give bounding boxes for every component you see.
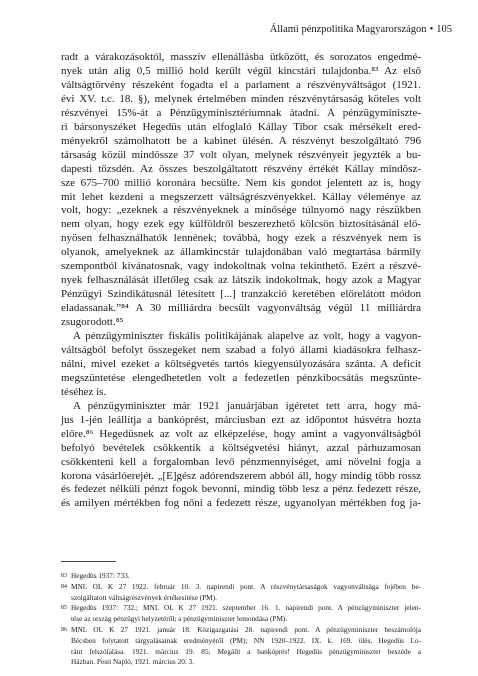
- body-line: radt a várakozásoktól, masszív ellenállásba ütközött, és sorozatos engedmé-: [61, 51, 421, 63]
- body-line: A pénzügyminiszter fiskális politikájának alapelve az volt, hogy a vagyon-: [73, 330, 421, 342]
- body-line: A pénzügyminiszter már 1921 januárjában ígéretet tett arra, hogy má-: [73, 399, 421, 412]
- footnote-line: MNL OL K 27 1921. január 18. Közigazgatási 28. napirendi pont. A pénzügyminiszter beszámolója: [71, 625, 421, 634]
- running-header: [60, 24, 452, 38]
- header-separator: •: [429, 24, 434, 35]
- footnote-line: ránt felszólalása. 1921. március 19. 85; Megállt a bankóprés! Hegedüs pénzügyminiszter beszéde a: [71, 646, 421, 656]
- footnote-line: Hegedüs 1937: 733.: [71, 571, 130, 580]
- body-line: sze 675–700 millió koronára becsülte. Nem kis gondot jelentett az is, hogy: [61, 176, 421, 189]
- body-line: előre.⁸⁶ Hegedüsnek az volt az elképzelése, hogy amint a vagyonváltságból: [61, 427, 421, 440]
- body-line: téséhez is.: [61, 385, 107, 398]
- body-line: nyek felhasználását illetőleg csak az látszik indokoltnak, hogy azok a Magyar: [61, 274, 421, 287]
- body-line: korona vásárlóerejét. „[E]gész adórendszerem abból áll, hogy mindig több rossz: [61, 469, 421, 482]
- body-line: befolyó bevételek csökkentik a költségvetési hiányt, azzal párhuzamosan: [61, 441, 421, 454]
- body-line: nem olyan, hogy ezek egy külföldről beszerezhető kölcsön biztosításánál elő-: [61, 218, 421, 231]
- footnote-number: 86: [61, 627, 67, 633]
- body-line: szempontból kívánatosnak, vagy indokoltnak volna tekinthető. Ezért a részvé-: [61, 260, 421, 273]
- footnote-line: Házban. Pesti Napló, 1921. március 20. 3.: [71, 657, 195, 667]
- body-line: ményekről számolhatott be a kabinet ülésén. A részvényt beszolgáltató 796: [61, 134, 421, 147]
- body-line: volt, hogy: „ezeknek a részvényeknek a minősége túlnyomó nagy részükben: [61, 204, 421, 217]
- body-line: csökkenteni kell a forgalomban levő pénzmennyiséget, ami növelni fogja a: [61, 455, 421, 468]
- footnote-line: MNL OL K 27 1922. február 10. 3. napirendi pont. A részvénytársaságok vagyonváltsága fejében be-: [71, 581, 421, 591]
- body-line: és amilyen mértékben fog nőni a fedezett része, ugyanolyan mértékben fog ja-: [61, 497, 421, 510]
- running-title: Állami pénzpolitika Magyarországon: [269, 24, 427, 35]
- body-line: Pénzügyi Szindikátusnál létesített [...] tranzakció keretében előrelátott módon: [61, 288, 421, 301]
- page-number: 105: [436, 24, 452, 35]
- body-line: ri bársonyszéket Hegedüs után elfoglaló Kállay Tibor csak mérsékelt ered-: [61, 120, 421, 133]
- body-line: évi XV. t.c. 18. §), melynek értelmében minden részvénytársaság köteles volt: [61, 92, 421, 105]
- body-line: olyanok, amelyeknek az államkincstár tulajdonában való megtartása bármily: [61, 246, 421, 259]
- footnote-line: tése az ország pénzügyi helyzetéről; a pénzügyminiszter lemondása (PM).: [71, 614, 288, 624]
- body-line: társaság közül mindössze 37 volt olyan, melynek részvényeit jegyzték a bu-: [61, 148, 421, 161]
- body-line: eladassanak.”⁸⁴ A 30 milliárdra becsült vagyonváltság végül 11 milliárdra: [61, 302, 421, 315]
- body-line: mit lehet kezdeni a megszerzett váltságrészvényekkel. Kállay véleménye az: [61, 190, 421, 203]
- body-line: váltságból befolyt összegeket nem szabad a folyó állami kiadásokra felhasz-: [61, 343, 421, 356]
- body-line: nyösen felhasználhatók lennének; továbbá, hogy ezek a részvények nem is: [61, 232, 421, 245]
- body-line: nyek után alig 0,5 millió hold került végül kincstári tulajdonba.⁸³ Az első: [61, 64, 421, 77]
- body-line: váltságtörvény részeként fogadta el a parlament a részvényváltságot (1921.: [61, 78, 421, 91]
- footnote-line: szolgáltatott váltságrészvények értékesítése (PM).: [71, 592, 217, 602]
- body-line: jus 1-jén leállítja a bankóprést, márciusban ezt az időpontot húsvétra hozta: [61, 413, 421, 426]
- footnote-rule: [61, 561, 116, 562]
- body-line: megszüntetése elengedhetetlen volt a fedezetlen pénzkibocsátás megszünte-: [61, 371, 421, 384]
- footnote-line: Hegedüs 1937: 732.; MNL OL K 27 1921. szeptember 16. 1. napirendi pont. A pénzügyminiszter jelen-: [71, 603, 421, 613]
- body-line: zsugorodott.⁸⁵: [61, 316, 124, 329]
- footnote-number: 84: [61, 583, 67, 590]
- body-line: nálni, mivel ezeket a költségvetés tartós kiegyensúlyozására szánta. A deficit: [61, 357, 421, 370]
- body-line: részvényei 15%-át a Pénzügyminisztériumnak átadni. A pénzügyminiszte-: [61, 106, 421, 119]
- footnote-number: 85: [61, 605, 67, 612]
- body-line: dapesti tőzsdén. Az összes beszolgáltatott részvény értékét Kállay mindösz-: [61, 162, 421, 175]
- body-line: és fedezet nélküli pénzt fogok bevonni, mindig több lesz a pénz fedezett része,: [61, 483, 421, 496]
- footnote-number: 83: [61, 573, 67, 579]
- footnote-line: Bécsben folytatott tárgyalásainak eredményéről (PM); NN 1920–1922. IX. k. 169. ülés, Hegedüs Lo-: [71, 635, 421, 645]
